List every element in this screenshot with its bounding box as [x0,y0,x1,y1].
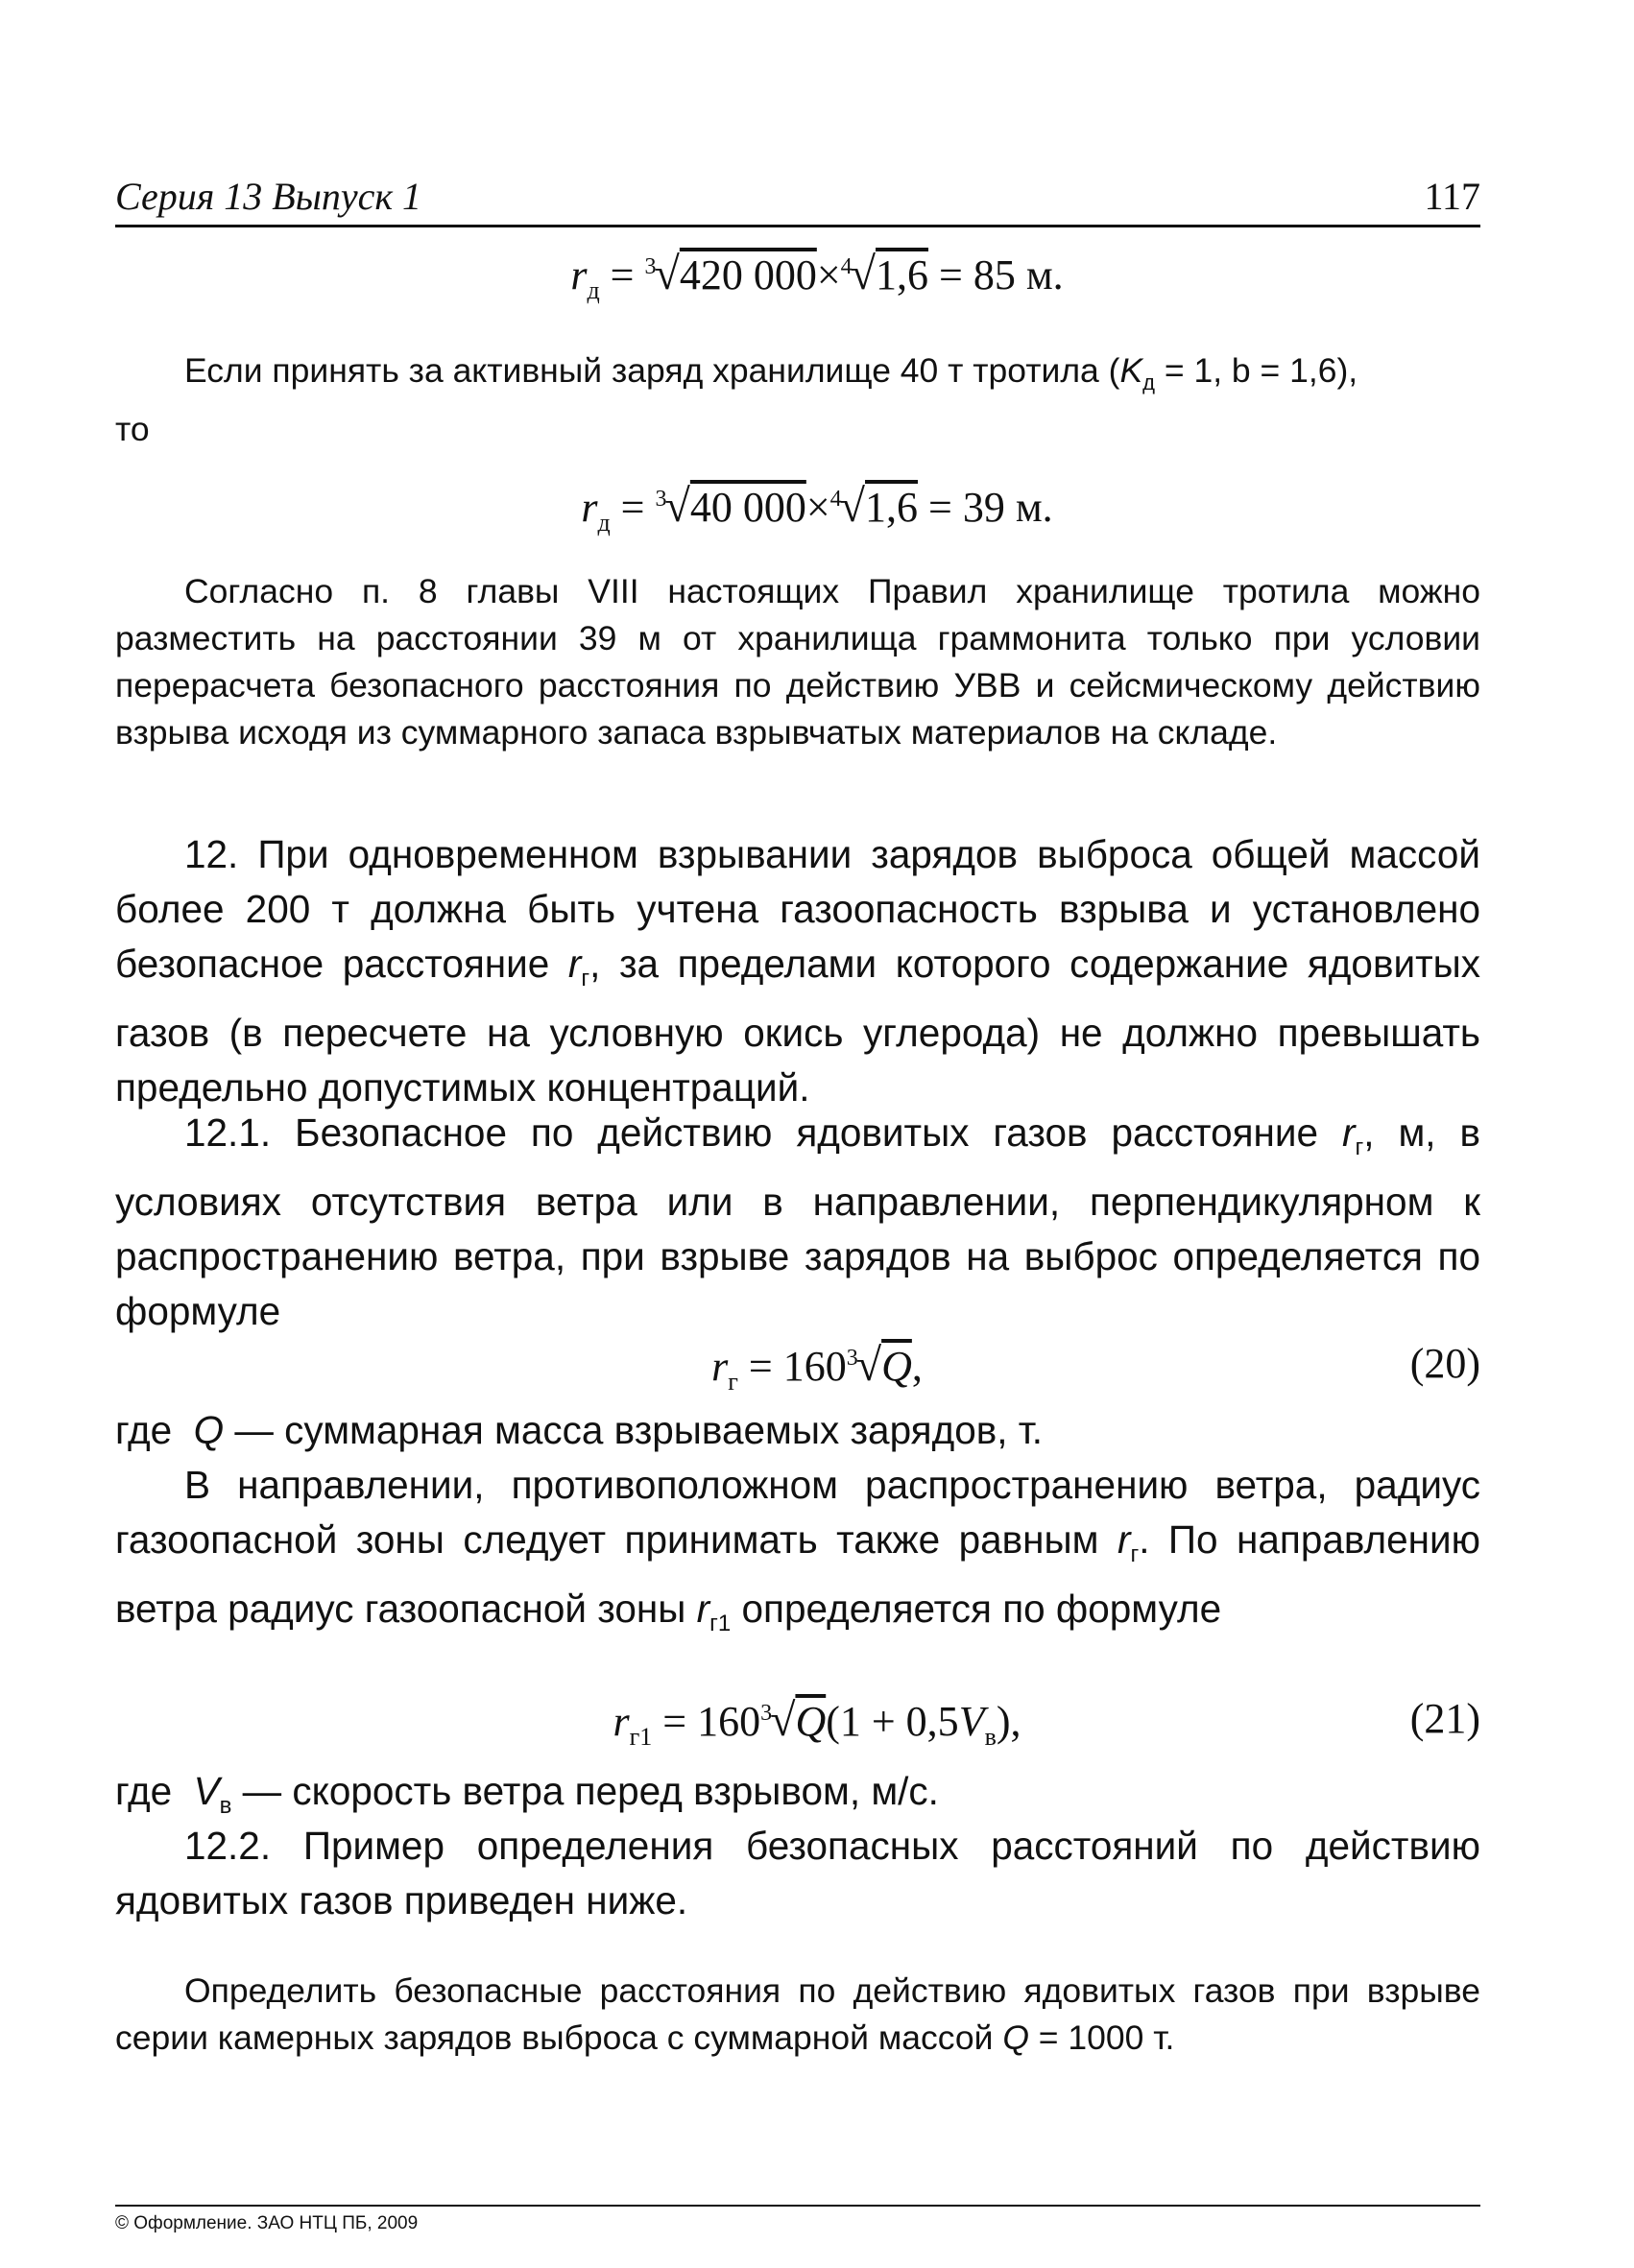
text-span: Определить безопасные расстояния по действию ядовитых газов при взрыве серии камерных зарядов выброса с суммарной массой [115,1971,1480,2057]
formula-var: V [958,1698,985,1745]
formula-eq: = [610,484,656,531]
formula-var: Q [193,1408,225,1452]
formula-rd-39 [0,480,1634,537]
root-argument: 1,6 [865,484,919,531]
root-index: 4 [840,254,853,280]
root-argument: 40 000 [689,484,806,531]
root-index: 3 [846,1346,858,1372]
root-argument: 420 000 [679,251,817,298]
radical-sign: √ [850,249,877,299]
where-q [115,1403,1480,1458]
formula-var: V [193,1769,220,1813]
root-argument: Q [795,1698,827,1745]
radical-sign: √ [770,1695,796,1746]
formula-var: r [1342,1110,1356,1155]
formula-eq: = [599,251,645,298]
radical-sign: √ [855,1340,882,1391]
times-sign: × [816,251,841,298]
formula-sub: д [597,508,611,537]
text-span: = 1, b = 1,6), [1155,351,1358,390]
formula-result: = 39 м. [918,484,1053,531]
section-12-2 [115,1819,1480,1928]
equation-number-20: (20) [1409,1340,1480,1387]
paragraph-active-charge [115,347,1480,453]
formula-sub: в [219,1793,232,1820]
text-span: В направлении, противоположном распространению ветра, радиус газоопасной зоны следует принимать также равным [115,1463,1480,1562]
formula-var: r [581,484,598,531]
radical-sign: √ [654,249,680,299]
formula-tail: , [911,1343,923,1390]
formula-sub: г [1355,1134,1364,1161]
text-span: 12. При одновременном взрывании зарядов выброса общей массой более 200 т должна быть учтена газоопасность взрыва и установлено безопасное расстояние [115,832,1480,986]
formula-sub: г [1130,1541,1140,1568]
equation-number-21: (21) [1409,1695,1480,1742]
footer-rule [115,2205,1480,2207]
text-span: 12.1. Безопасное по действию ядовитых газов расстояние [184,1110,1342,1155]
paragraph-chapter8 [115,568,1480,756]
text-span: определяется по формуле [731,1587,1222,1632]
paragraph-wind [115,1458,1480,1651]
text-span: , м, в условиях отсутствия ветра или в направлении, перпендикулярном к распространению ветра, при взрыве зарядов на выброс определяется по формуле [115,1110,1480,1334]
formula-sub: г [581,966,590,992]
formula-var: r [1117,1517,1131,1562]
root-argument: Q [881,1343,912,1390]
page-number: 117 [1424,175,1480,218]
text-span: где [115,1408,173,1452]
text-span: , за пределами которого содержание ядовитых газов (в пересчете на условную окись углерода) не должно превышать предельно допустимых концентраций. [115,942,1480,1110]
formula-sub: г1 [709,1611,732,1637]
radical-sign: √ [664,481,690,532]
formula-part: ), [996,1698,1021,1745]
formula-21 [0,1694,1634,1752]
formula-var: r [696,1587,710,1632]
section-12 [115,827,1480,1115]
formula-var: r [567,942,582,986]
formula-sub: г [728,1367,738,1396]
formula-part: (1 + 0,5 [826,1698,959,1745]
footer-copyright: © Оформление. ЗАО НТЦ ПБ, 2009 [115,2213,419,2233]
text-span: — скорость ветра перед взрывом, м/с. [231,1769,939,1813]
formula-sub: в [984,1722,997,1751]
formula-sub: д [587,275,600,304]
formula-sub: г1 [629,1722,653,1751]
root-index: 3 [655,487,667,513]
section-12-1 [115,1106,1480,1339]
text-span: — суммарная масса взрываемых зарядов, т. [224,1408,1044,1452]
text-span: . По направлению ветра радиус газоопасной зоны [115,1517,1480,1632]
root-index: 4 [829,487,842,513]
running-header [115,171,1480,227]
text-span: где [115,1769,173,1813]
root-index: 3 [644,254,657,280]
formula-var: Q [1002,2018,1029,2057]
series-title: Серия 13 Выпуск 1 [115,175,422,218]
formula-var: r [613,1698,630,1745]
formula-result: = 85 м. [928,251,1064,298]
formula-var: r [711,1343,729,1390]
formula-eq: = 160 [737,1343,847,1390]
formula-20 [0,1339,1634,1397]
formula-eq: = 160 [652,1698,761,1745]
root-index: 3 [760,1701,773,1727]
radical-sign: √ [839,481,866,532]
formula-sub: д [1142,370,1155,395]
formula-rd-85 [0,248,1634,305]
times-sign: × [805,484,830,531]
paragraph-example-task [115,1968,1480,2062]
root-argument: 1,6 [876,251,929,298]
text-span: Если принять за активный заряд хранилище 40 т тротила ( [184,351,1120,390]
text-to: то [115,410,150,449]
text-paragraph: Согласно п. 8 главы VIII настоящих Правил хранилище тротила можно разместить на расстоянии 39 м от хранилища граммонита только при условии перерасчета безопасного расстояния по действию УВВ и сейсмическому действию взрыва исходя из суммарного запаса взрывчатых материалов на складе. [115,572,1480,752]
text-paragraph: 12.2. Пример определения безопасных расстояний по действию ядовитых газов приведен ниже. [115,1824,1480,1922]
formula-var: r [570,251,588,298]
text-span: = 1000 т. [1028,2018,1175,2057]
formula-var: K [1119,351,1143,390]
